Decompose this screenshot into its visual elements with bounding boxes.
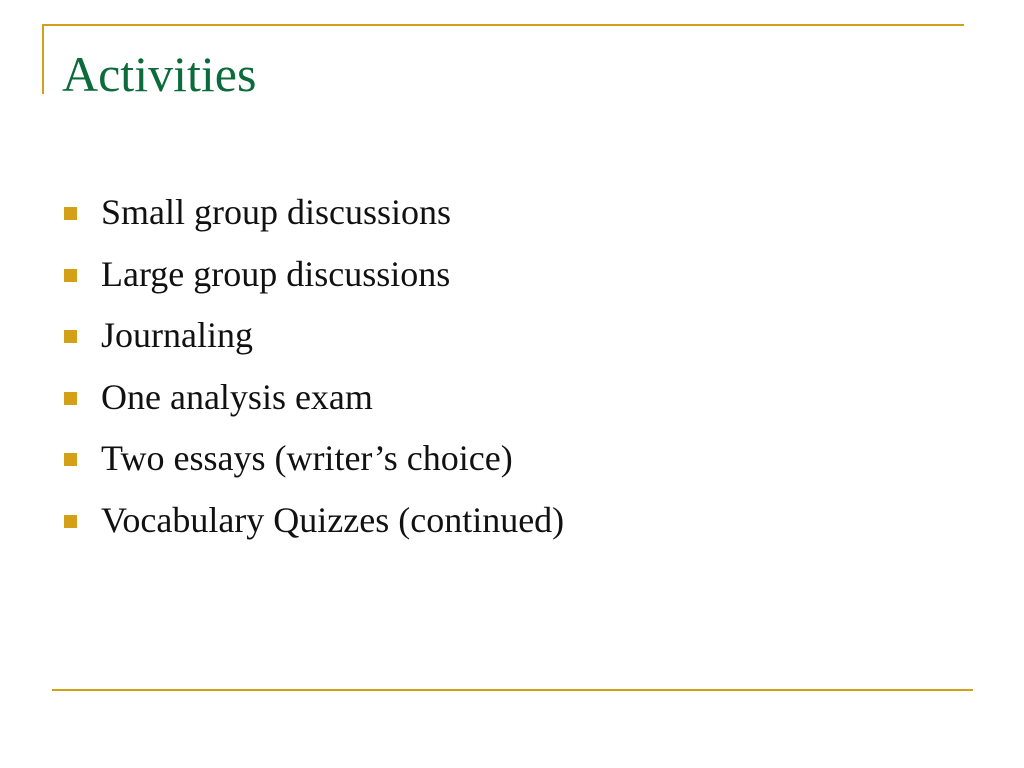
- square-bullet-icon: [64, 330, 77, 343]
- bullet-text: Two essays (writer’s choice): [101, 438, 513, 478]
- bullet-item: [62, 375, 564, 437]
- bullet-text: Large group discussions: [101, 253, 451, 294]
- square-bullet-icon: [64, 207, 77, 220]
- bullet-text: Journaling: [101, 315, 253, 355]
- bullet-text: One analysis exam: [101, 376, 373, 417]
- bullet-item: [62, 498, 564, 560]
- top-rule: [42, 24, 964, 26]
- square-bullet-icon: [64, 453, 77, 466]
- left-rule: [42, 24, 44, 94]
- square-bullet-icon: [64, 269, 77, 282]
- bullet-item: [62, 313, 564, 375]
- bullet-item: [62, 252, 564, 314]
- bullet-list: [62, 190, 564, 559]
- bullet-item: [62, 436, 564, 498]
- bullet-text: Vocabulary Quizzes (continued): [101, 499, 565, 540]
- square-bullet-icon: [64, 515, 77, 528]
- bullet-text: Small group discussions: [101, 192, 452, 232]
- bottom-rule: [52, 689, 973, 691]
- square-bullet-icon: [64, 392, 77, 405]
- slide-title: Activities: [62, 46, 257, 102]
- bullet-item: [62, 190, 564, 252]
